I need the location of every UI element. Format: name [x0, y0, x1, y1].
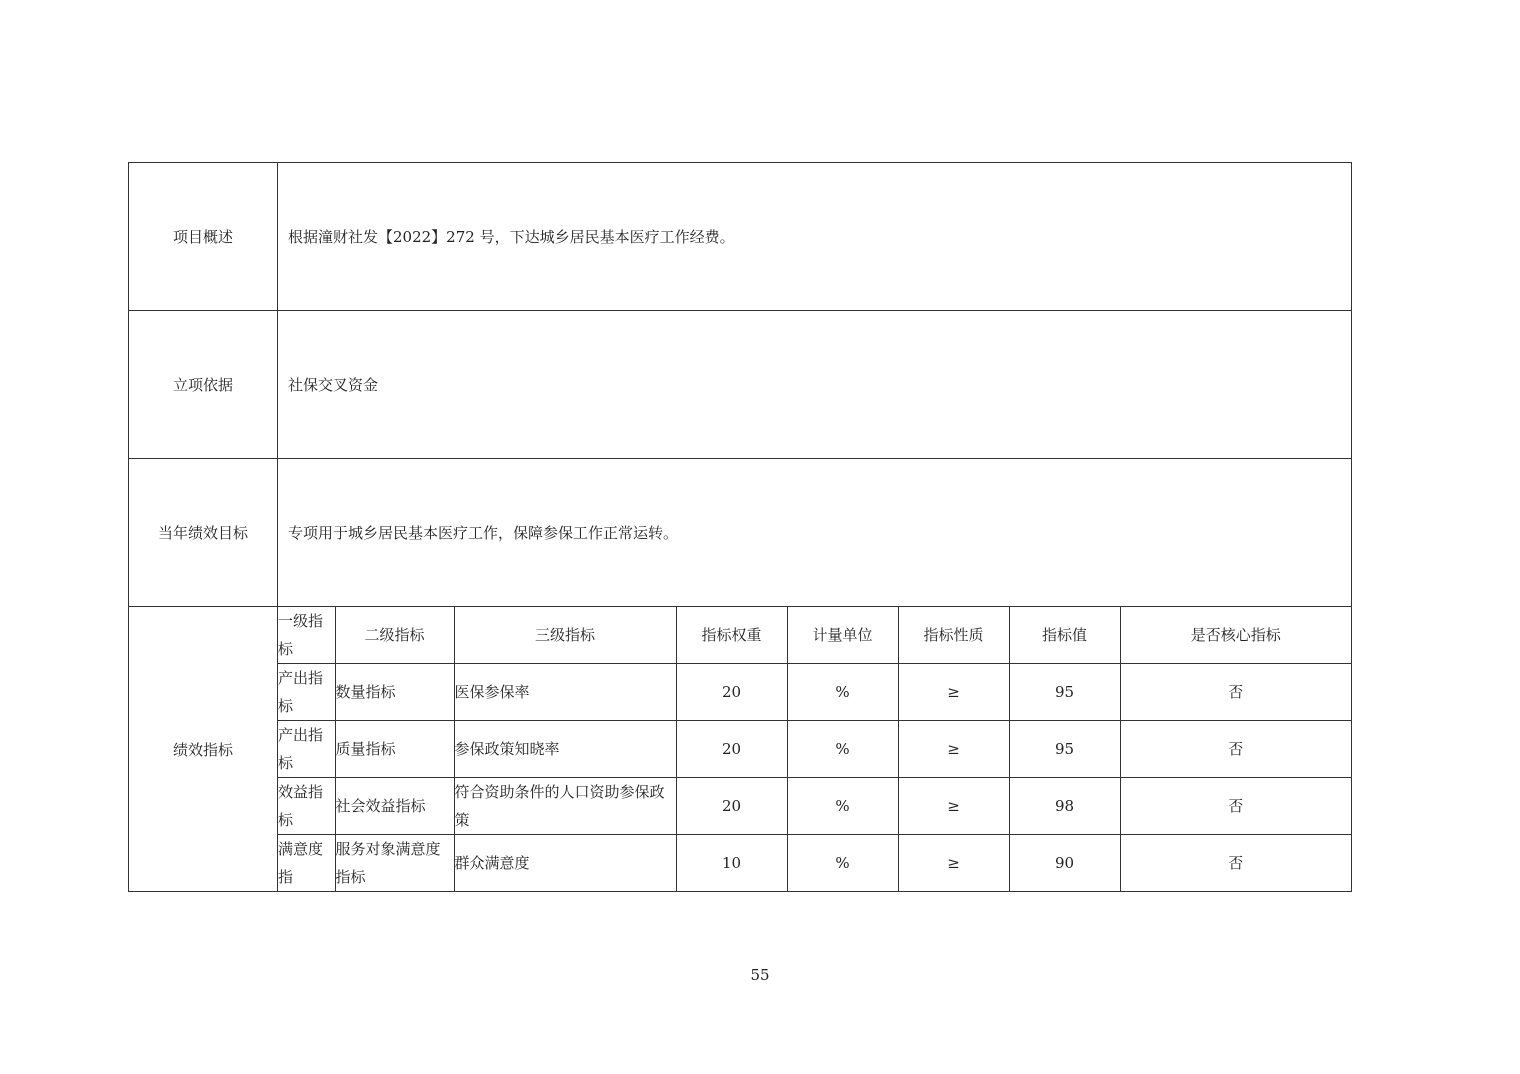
- nature-cell: ≥: [898, 778, 1009, 835]
- value-cell: 90: [1009, 835, 1120, 892]
- unit-cell: %: [787, 664, 898, 721]
- page-number: 55: [750, 966, 770, 984]
- goal-row: [129, 459, 1352, 607]
- indicator-row: [278, 721, 1351, 778]
- unit-cell: %: [787, 835, 898, 892]
- indicators-table: [278, 607, 1351, 891]
- goal-content: 专项用于城乡居民基本医疗工作，保障参保工作正常运转。: [278, 459, 1352, 607]
- indicators-cell: [278, 607, 1352, 892]
- nature-cell: ≥: [898, 835, 1009, 892]
- header-level3: 三级指标: [454, 607, 676, 664]
- level1-cell: 满意度指: [278, 835, 335, 892]
- header-value: 指标值: [1009, 607, 1120, 664]
- nature-cell: ≥: [898, 664, 1009, 721]
- project-table: [128, 162, 1352, 892]
- basis-label: 立项依据: [129, 311, 278, 459]
- basis-row: [129, 311, 1352, 459]
- indicators-header-row: [278, 607, 1351, 664]
- level2-cell: 数量指标: [335, 664, 454, 721]
- header-level1: 一级指标: [278, 607, 335, 664]
- overview-content: 根据潼财社发【2022】272 号，下达城乡居民基本医疗工作经费。: [278, 163, 1352, 311]
- indicator-row: [278, 664, 1351, 721]
- basis-content: 社保交叉资金: [278, 311, 1352, 459]
- indicators-row: [129, 607, 1352, 892]
- value-cell: 95: [1009, 721, 1120, 778]
- value-cell: 95: [1009, 664, 1120, 721]
- level1-cell: 产出指标: [278, 664, 335, 721]
- level2-cell: 社会效益指标: [335, 778, 454, 835]
- core-cell: 否: [1120, 835, 1351, 892]
- level3-cell: 参保政策知晓率: [454, 721, 676, 778]
- weight-cell: 20: [676, 664, 787, 721]
- goal-label: 当年绩效目标: [129, 459, 278, 607]
- core-cell: 否: [1120, 721, 1351, 778]
- header-weight: 指标权重: [676, 607, 787, 664]
- unit-cell: %: [787, 778, 898, 835]
- core-cell: 否: [1120, 778, 1351, 835]
- overview-label: 项目概述: [129, 163, 278, 311]
- value-cell: 98: [1009, 778, 1120, 835]
- level3-cell: 群众满意度: [454, 835, 676, 892]
- level1-cell: 产出指标: [278, 721, 335, 778]
- nature-cell: ≥: [898, 721, 1009, 778]
- unit-cell: %: [787, 721, 898, 778]
- indicator-row: [278, 778, 1351, 835]
- weight-cell: 20: [676, 778, 787, 835]
- header-nature: 指标性质: [898, 607, 1009, 664]
- weight-cell: 10: [676, 835, 787, 892]
- indicator-row: [278, 835, 1351, 892]
- level2-cell: 服务对象满意度指标: [335, 835, 454, 892]
- core-cell: 否: [1120, 664, 1351, 721]
- weight-cell: 20: [676, 721, 787, 778]
- header-core: 是否核心指标: [1120, 607, 1351, 664]
- overview-row: [129, 163, 1352, 311]
- level3-cell: 医保参保率: [454, 664, 676, 721]
- level2-cell: 质量指标: [335, 721, 454, 778]
- header-unit: 计量单位: [787, 607, 898, 664]
- header-level2: 二级指标: [335, 607, 454, 664]
- indicators-label: 绩效指标: [129, 607, 278, 892]
- level3-cell: 符合资助条件的人口资助参保政策: [454, 778, 676, 835]
- level1-cell: 效益指标: [278, 778, 335, 835]
